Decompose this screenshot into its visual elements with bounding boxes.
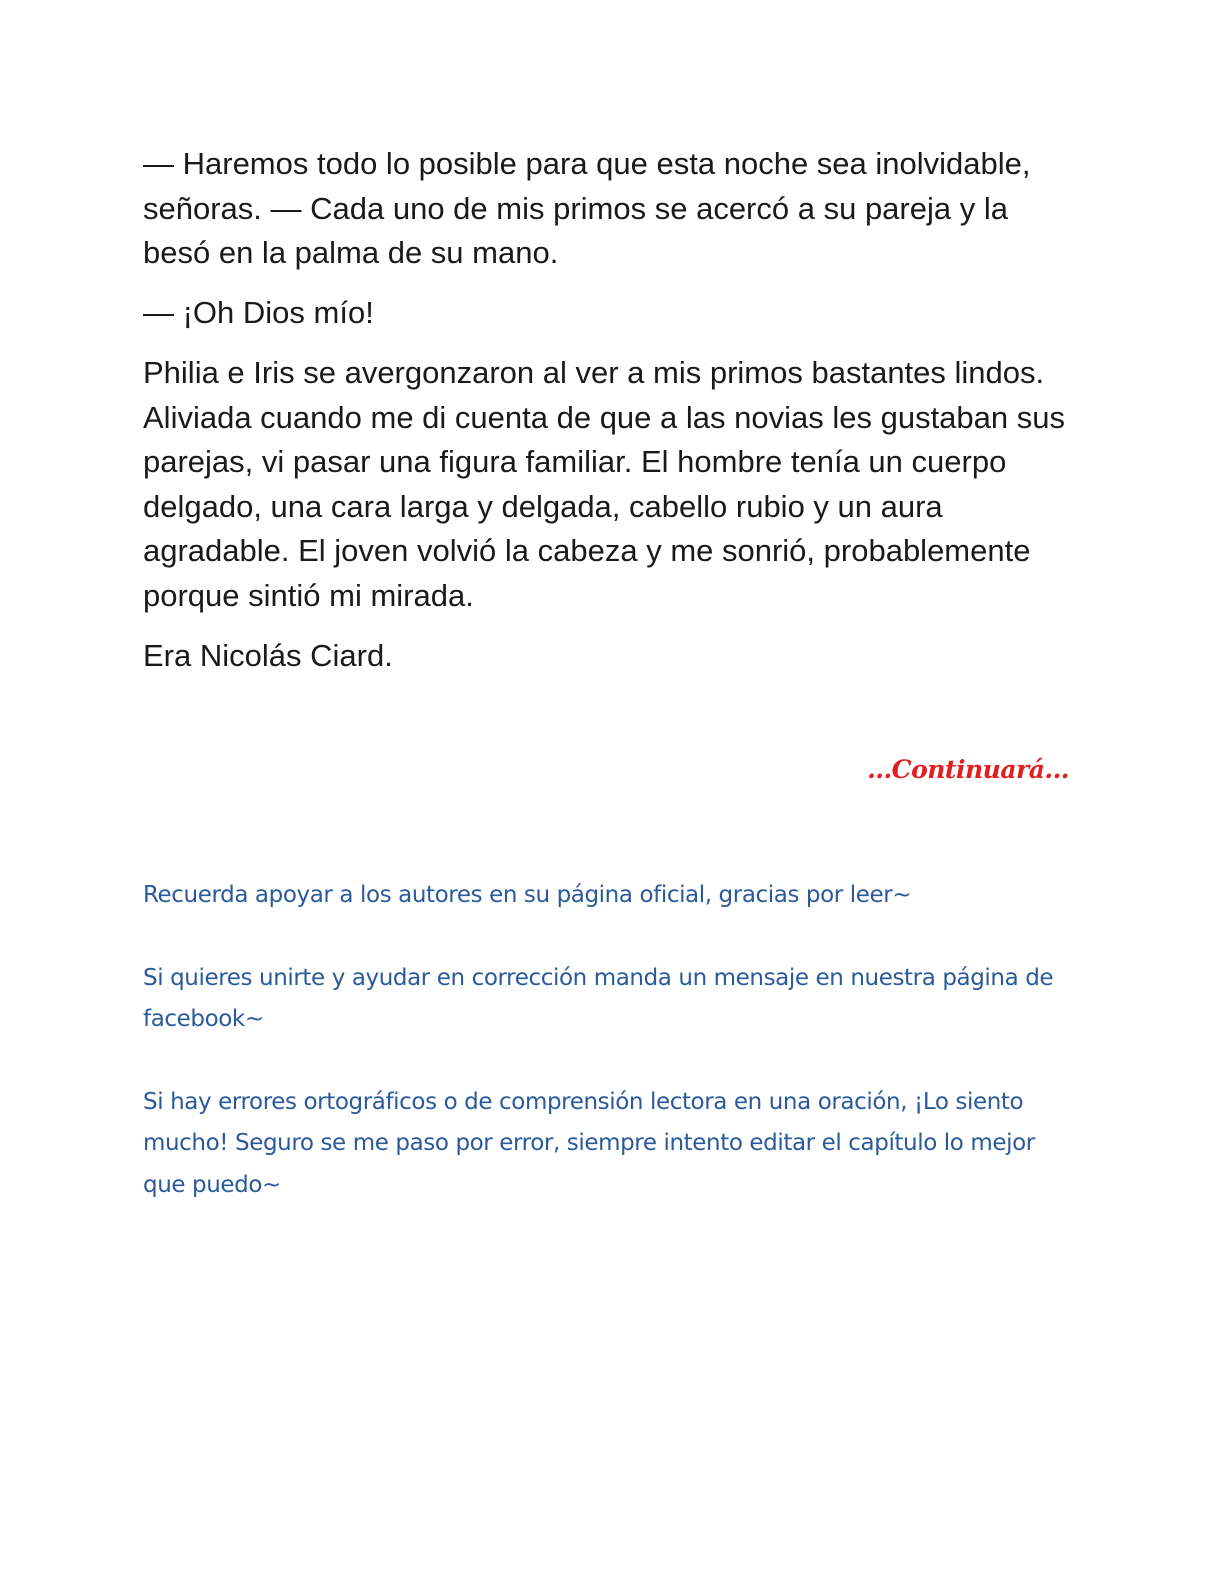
story-paragraph: Era Nicolás Ciard. [143, 637, 393, 673]
translator-note: Si quieres unirte y ayudar en corrección manda un mensaje en nuestra página de facebook~ [143, 964, 1054, 1032]
translator-note: Si hay errores ortográficos o de comprensión lectora en una oración, ¡Lo siento mucho! Seguro se me paso por error, siempre intento editar el capítulo lo mejor que puedo~ [143, 1088, 1035, 1198]
story-paragraph: Philia e Iris se avergonzaron al ver a mis primos bastantes lindos. Aliviada cuando me di cuenta de que a las novias les gustaban sus parejas, vi pasar una figura familiar. El hombre tenía un cuerpo delgado, una cara larga y delgada, cabello rubio y un aura agradable. El joven volvió la cabeza y me sonrió, probablemente porque sintió mi mirada. [143, 355, 1065, 613]
story-body [143, 142, 1083, 694]
continuation-label: ...Continuará... [867, 755, 1069, 784]
story-paragraph: — ¡Oh Dios mío! [143, 295, 374, 330]
translator-note: Recuerda apoyar a los autores en su página oficial, gracias por leer~ [143, 882, 912, 908]
story-paragraph: — Haremos todo lo posible para que esta noche sea inolvidable, señoras. — Cada uno de mis primos se acercó a su pareja y la besó en la palma de su mano. [143, 146, 1031, 270]
translator-notes [143, 875, 1083, 1247]
